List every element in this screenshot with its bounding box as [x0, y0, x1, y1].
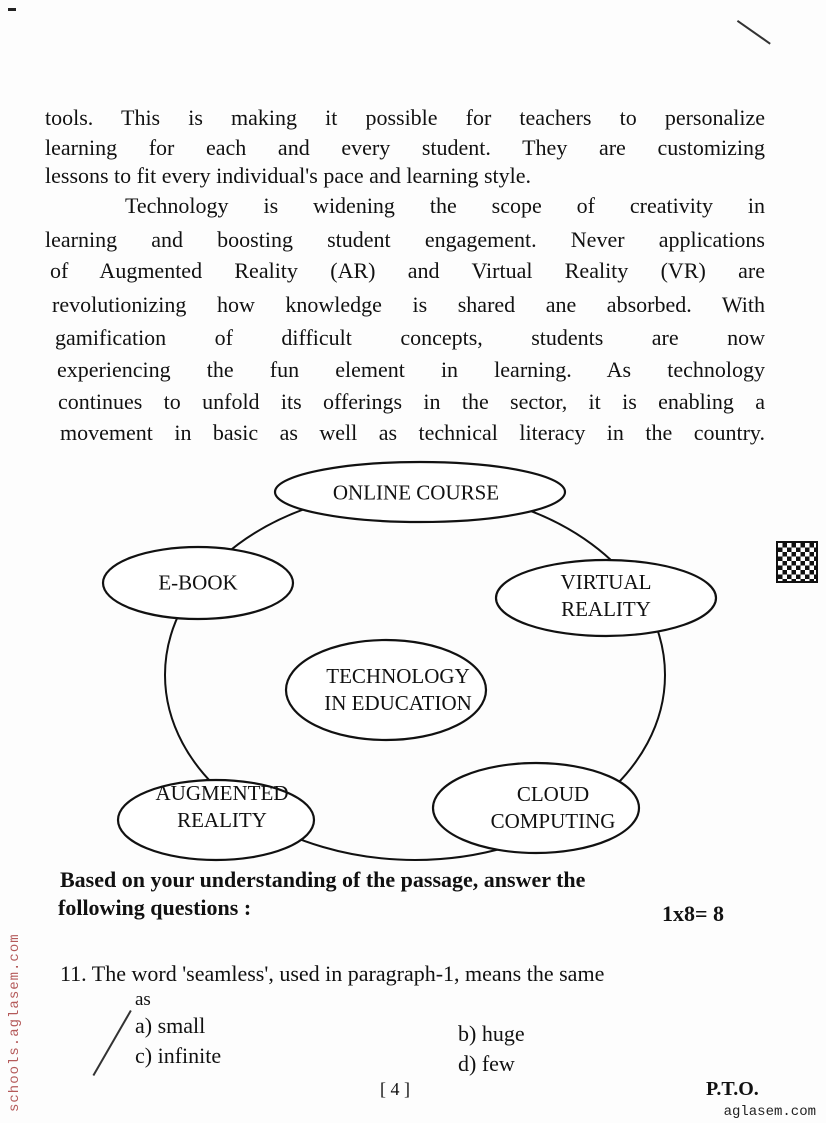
watermark-corner: aglasem.com — [723, 1104, 816, 1120]
node-label: AUGMENTED — [155, 781, 289, 805]
passage-line: lessons to fit every individual's pace and learning style. — [45, 163, 532, 188]
qr-code — [776, 541, 818, 583]
passage-line: revolutionizing how knowledge is shared ane absorbed. With — [52, 292, 765, 317]
node-online-course: ONLINE COURSE — [332, 480, 500, 505]
node-label: COMPUTING — [490, 809, 616, 833]
node-virtual-reality — [561, 569, 652, 623]
node-technology-in-education — [324, 663, 472, 717]
page-number: [ 4 ] — [380, 1079, 410, 1099]
node-augmented-reality — [156, 780, 289, 834]
instructions-line: Based on your understanding of the passage, answer the — [60, 867, 586, 892]
node-ebook: E-BOOK — [158, 570, 238, 595]
passage-line: of Augmented Reality (AR) and Virtual Reality (VR) are — [50, 258, 765, 283]
option-d: d) few — [458, 1051, 515, 1076]
node-label: REALITY — [561, 597, 651, 621]
passage-line: continues to unfold its offerings in the sector, it is enabling a — [58, 389, 765, 414]
passage-line: learning for each and every student. They are customizing — [45, 135, 765, 160]
option-c: c) infinite — [135, 1043, 222, 1068]
watermark-side: schools.aglasem.com — [7, 933, 23, 1112]
passage-line: experiencing the fun element in learning. As technology — [57, 357, 765, 382]
node-label: TECHNOLOGY — [326, 664, 470, 688]
passage-line: movement in basic as well as technical literacy in the country. — [60, 420, 765, 445]
pto: P.T.O. — [706, 1078, 759, 1100]
passage-line: tools. This is making it possible for teachers to personalize — [45, 105, 765, 130]
node-cloud-computing — [491, 781, 616, 835]
node-label: CLOUD — [516, 782, 590, 806]
question-text: 11. The word 'seamless', used in paragraph-1, means the same — [60, 961, 605, 986]
passage-line: learning and boosting student engagement. Never applications — [45, 227, 765, 252]
node-label: REALITY — [177, 808, 267, 832]
node-label: IN EDUCATION — [324, 691, 472, 715]
question-text-cont: as — [135, 989, 151, 1010]
option-b: b) huge — [458, 1021, 525, 1046]
option-a: a) small — [135, 1013, 206, 1038]
node-label: VIRTUAL — [560, 570, 652, 594]
passage-line: Technology is widening the scope of creativity in — [125, 193, 765, 218]
instructions-line: following questions : — [58, 895, 252, 920]
marks: 1x8= 8 — [662, 901, 725, 926]
passage-line: gamification of difficult concepts, students are now — [55, 325, 765, 350]
